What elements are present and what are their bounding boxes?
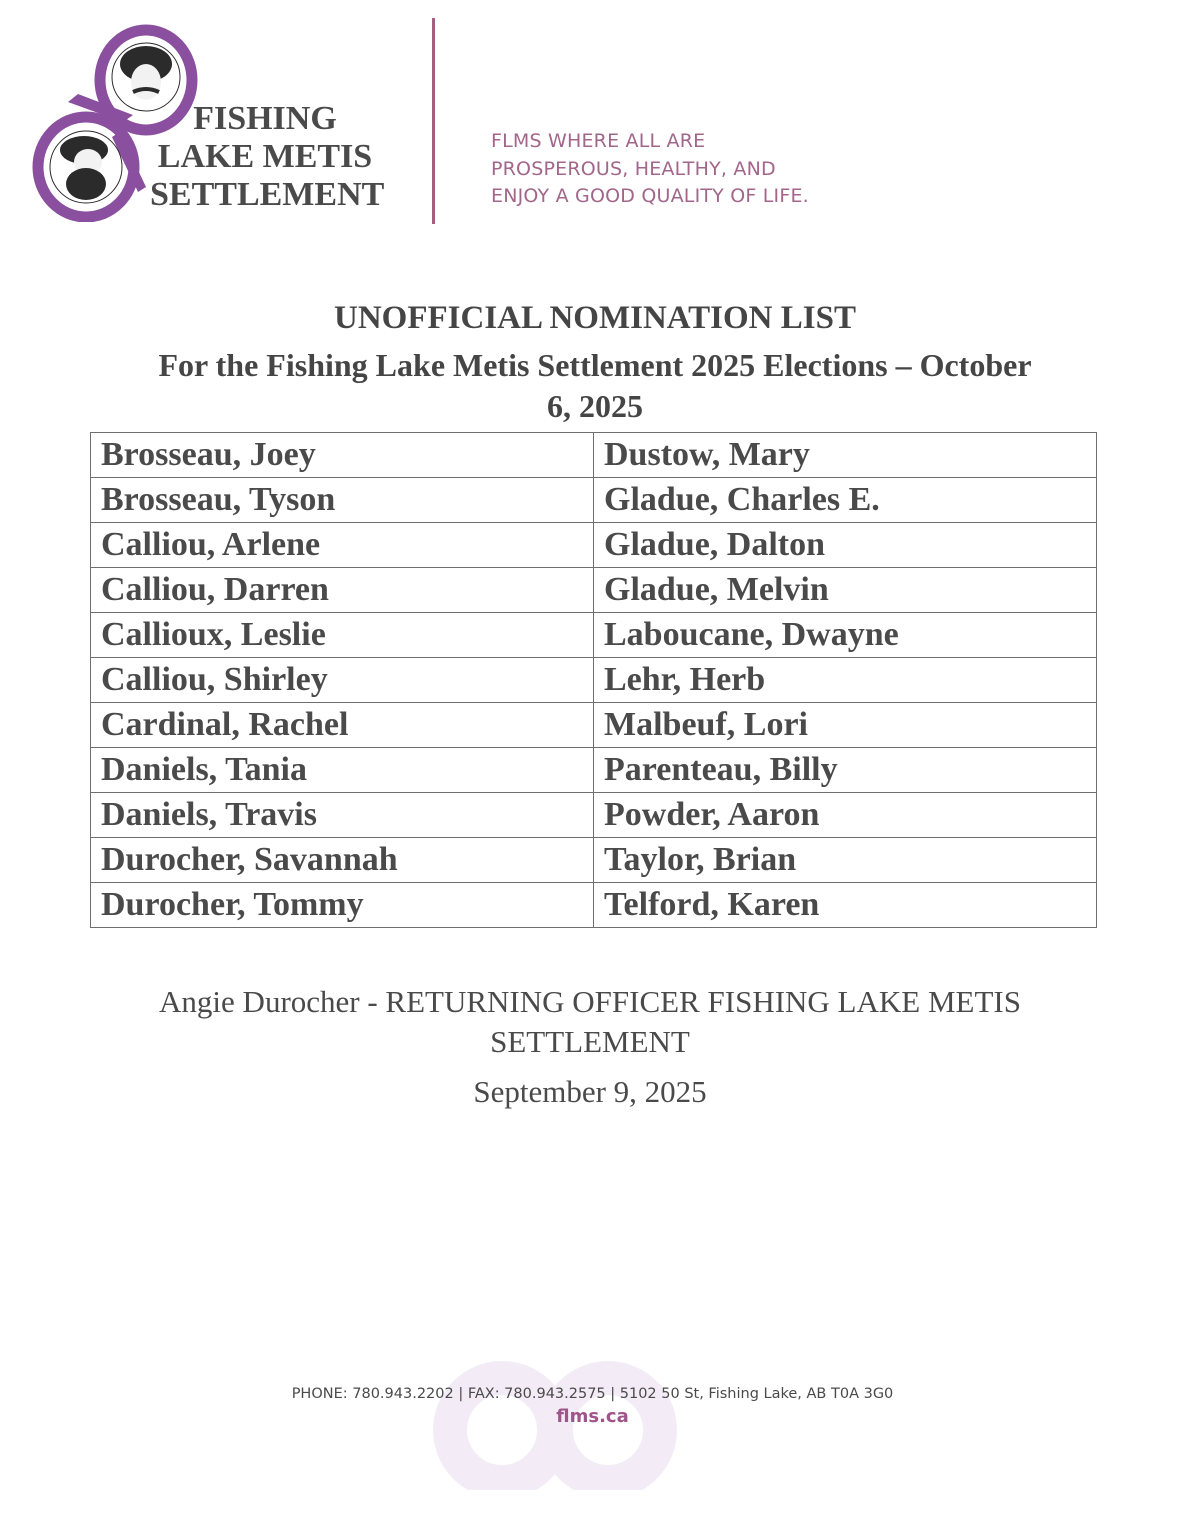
document-heading <box>90 297 1100 427</box>
nominee-cell: Taylor, Brian <box>594 838 1097 883</box>
returning-officer-line-2: SETTLEMENT <box>490 1024 690 1059</box>
nominee-cell: Durocher, Savannah <box>91 838 594 883</box>
nominee-cell: Malbeuf, Lori <box>594 703 1097 748</box>
tagline-line-3: ENJOY A GOOD QUALITY OF LIFE. <box>491 185 809 207</box>
organization-name <box>150 100 385 214</box>
org-name-line-1: FISHING <box>193 100 337 137</box>
footer-website-link[interactable]: flms.ca <box>556 1406 629 1427</box>
header-divider <box>432 18 435 224</box>
document-title: UNOFFICIAL NOMINATION LIST <box>334 300 856 336</box>
table-row <box>91 883 1097 928</box>
table-row <box>91 658 1097 703</box>
footer-contact-info: PHONE: 780.943.2202 | FAX: 780.943.2575 | 5102 50 St, Fishing Lake, AB T0A 3G0 <box>291 1386 894 1402</box>
table-row <box>91 568 1097 613</box>
nominee-cell: Calliou, Darren <box>91 568 594 613</box>
nominee-cell: Calliou, Arlene <box>91 523 594 568</box>
returning-officer-line-1: Angie Durocher - RETURNING OFFICER FISHING LAKE METIS <box>159 984 1021 1019</box>
nominee-cell: Callioux, Leslie <box>91 613 594 658</box>
nominee-cell: Lehr, Herb <box>594 658 1097 703</box>
nominee-cell: Daniels, Travis <box>91 793 594 838</box>
nominee-cell: Dustow, Mary <box>594 433 1097 478</box>
table-row <box>91 793 1097 838</box>
table-row <box>91 523 1097 568</box>
nominee-cell: Gladue, Melvin <box>594 568 1097 613</box>
nominee-cell: Parenteau, Billy <box>594 748 1097 793</box>
nominee-cell: Brosseau, Joey <box>91 433 594 478</box>
table-row <box>91 703 1097 748</box>
nominee-cell: Gladue, Dalton <box>594 523 1097 568</box>
table-row <box>91 433 1097 478</box>
table-row <box>91 748 1097 793</box>
org-name-line-2: LAKE METIS <box>157 138 373 175</box>
tagline <box>491 128 809 211</box>
nominee-cell: Laboucane, Dwayne <box>594 613 1097 658</box>
nominee-cell: Gladue, Charles E. <box>594 478 1097 523</box>
nominee-cell: Calliou, Shirley <box>91 658 594 703</box>
table-row <box>91 838 1097 883</box>
document-subtitle-line-1: For the Fishing Lake Metis Settlement 2025 Elections – October <box>158 347 1032 383</box>
signature-date: September 9, 2025 <box>473 1074 707 1109</box>
nominee-cell: Brosseau, Tyson <box>91 478 594 523</box>
nominee-cell: Powder, Aaron <box>594 793 1097 838</box>
nominee-cell: Cardinal, Rachel <box>91 703 594 748</box>
nominee-cell: Telford, Karen <box>594 883 1097 928</box>
nominee-cell: Daniels, Tania <box>91 748 594 793</box>
nomination-table <box>90 432 1097 928</box>
table-row <box>91 478 1097 523</box>
tagline-line-1: FLMS WHERE ALL ARE <box>491 130 706 152</box>
document-subtitle-line-2: 6, 2025 <box>547 388 643 424</box>
nominee-cell: Durocher, Tommy <box>91 883 594 928</box>
table-row <box>91 613 1097 658</box>
signature-block <box>90 982 1090 1112</box>
tagline-line-2: PROSPEROUS, HEALTHY, AND <box>491 157 776 180</box>
org-name-line-3: SETTLEMENT <box>150 176 385 213</box>
